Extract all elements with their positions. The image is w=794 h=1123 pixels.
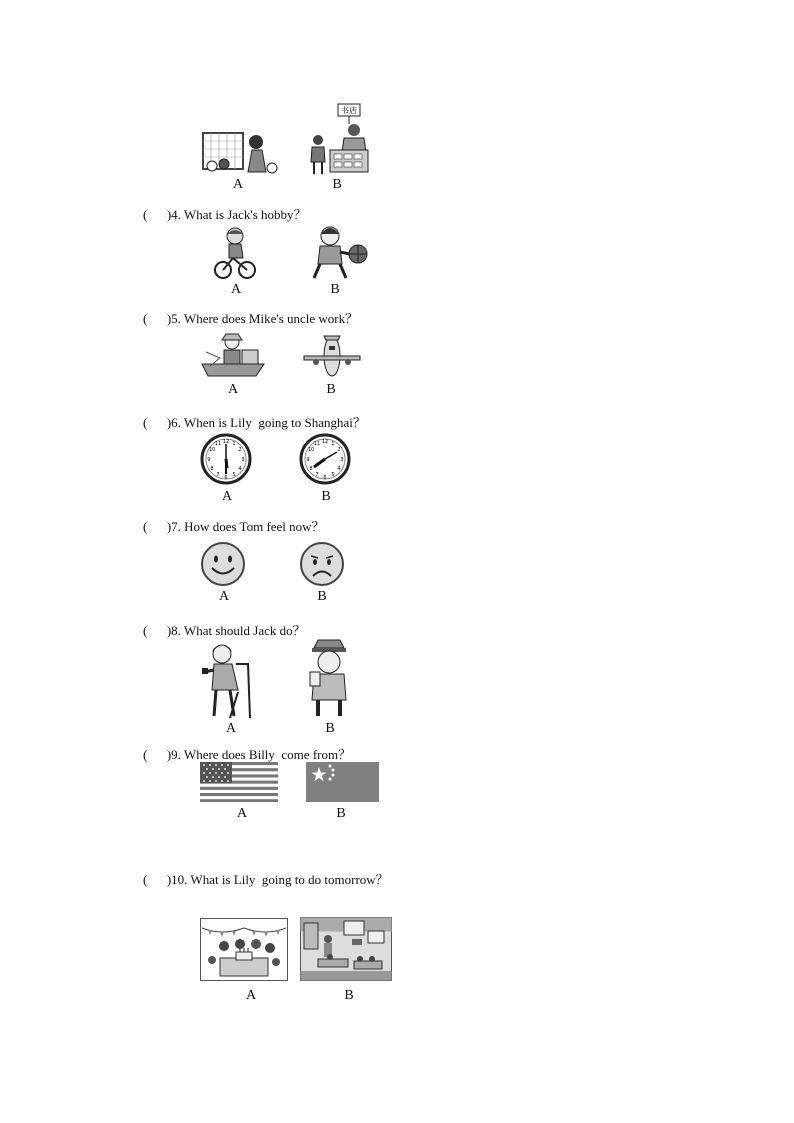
usa-flag-icon	[200, 762, 278, 802]
svg-text:10: 10	[208, 447, 216, 453]
woman-chair-picture	[200, 642, 254, 720]
svg-text:10: 10	[307, 447, 315, 453]
question-text: 5. Where does Mike's uncle work？	[171, 311, 359, 326]
question-10	[143, 869, 389, 888]
option-label-a: A	[225, 721, 237, 736]
svg-text:4: 4	[337, 466, 341, 472]
svg-text:9: 9	[207, 457, 211, 463]
question-7	[143, 516, 325, 535]
answer-bracket[interactable]: ( )	[143, 872, 172, 887]
svg-text:9: 9	[306, 457, 310, 463]
svg-text:5: 5	[331, 472, 335, 478]
option-label-a: A	[227, 382, 239, 397]
option-label-a: A	[236, 806, 248, 821]
birthday-party-picture	[200, 918, 288, 981]
svg-text:3: 3	[241, 457, 245, 463]
policeman-picture	[304, 638, 354, 718]
svg-text:11: 11	[214, 441, 222, 447]
bookstore-sign-text: 书店	[341, 106, 357, 115]
answer-bracket[interactable]: ( )	[143, 311, 172, 326]
question-6	[143, 412, 366, 431]
soccer-kids-picture	[198, 128, 280, 174]
svg-text:2: 2	[337, 447, 341, 453]
svg-text:6: 6	[224, 475, 228, 481]
svg-text:12: 12	[321, 439, 329, 445]
bookstore-picture	[304, 102, 372, 176]
option-label-b: B	[332, 177, 342, 192]
svg-text:7: 7	[216, 472, 220, 478]
option-label-b: B	[344, 988, 354, 1003]
question-5	[143, 308, 358, 327]
question-text: 9. Where does Billy come from？	[171, 747, 352, 762]
fisherman-boat-picture	[200, 330, 266, 378]
option-label-b: B	[321, 489, 331, 504]
question-text: 8. What should Jack do？	[171, 623, 306, 638]
answer-bracket[interactable]: ( )	[143, 207, 172, 222]
svg-text:11: 11	[313, 441, 321, 447]
happy-face-icon	[200, 541, 246, 587]
svg-text:3: 3	[340, 457, 344, 463]
option-label-b: B	[326, 382, 336, 397]
option-label-b: B	[330, 282, 340, 297]
clock-icon	[299, 433, 351, 485]
sad-face-icon	[299, 541, 345, 587]
svg-text:4: 4	[238, 466, 242, 472]
airplane-picture	[302, 330, 362, 378]
svg-text:7: 7	[315, 472, 319, 478]
answer-bracket[interactable]: ( )	[143, 519, 172, 534]
svg-text:12: 12	[222, 439, 230, 445]
question-text: 10. What is Lily going to do tomorrow？	[171, 872, 389, 887]
answer-bracket[interactable]: ( )	[143, 747, 172, 762]
answer-bracket[interactable]: ( )	[143, 415, 172, 430]
question-text: 7. How does Tom feel now？	[171, 519, 325, 534]
option-label-a: A	[221, 489, 233, 504]
option-label-b: B	[317, 589, 327, 604]
svg-text:8: 8	[309, 466, 313, 472]
option-label-a: A	[245, 988, 257, 1003]
svg-text:6: 6	[323, 475, 327, 481]
classroom-picture	[300, 917, 392, 981]
option-label-a: A	[218, 589, 230, 604]
question-text: 6. When is Lily going to Shanghai？	[171, 415, 366, 430]
svg-text:5: 5	[232, 472, 236, 478]
question-8	[143, 620, 306, 639]
answer-bracket[interactable]: ( )	[143, 623, 172, 638]
option-label-b: B	[325, 721, 335, 736]
svg-text:1: 1	[331, 441, 335, 447]
question-9	[143, 744, 351, 763]
option-label-b: B	[336, 806, 346, 821]
clock-icon	[200, 433, 252, 485]
china-flag-icon	[306, 762, 379, 802]
basketball-boy-picture	[302, 224, 368, 282]
svg-text:2: 2	[238, 447, 242, 453]
cycling-boy-picture	[213, 226, 257, 280]
option-label-a: A	[230, 282, 242, 297]
svg-text:8: 8	[210, 466, 214, 472]
option-label-a: A	[232, 177, 244, 192]
question-text: 4. What is Jack's hobby？	[171, 207, 307, 222]
svg-text:1: 1	[232, 441, 236, 447]
question-4	[143, 204, 307, 223]
